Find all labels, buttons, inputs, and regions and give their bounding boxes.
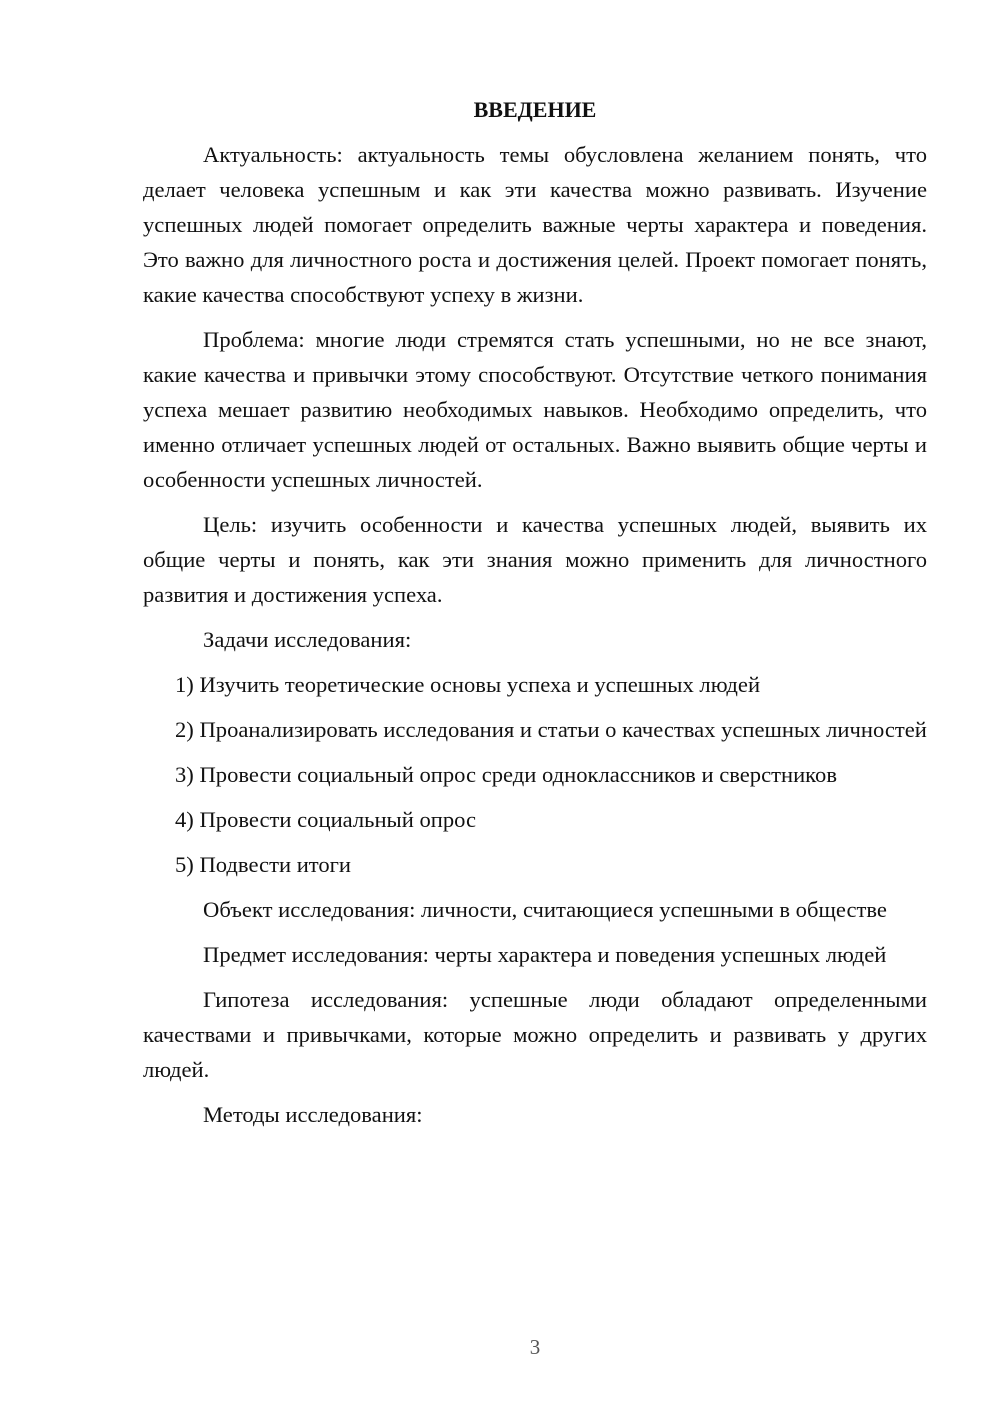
task-item-1: 1) Изучить теоретические основы успеха и успешных людей — [175, 672, 761, 697]
paragraph-tasks-heading: Задачи исследования: — [203, 627, 412, 652]
page-content — [143, 92, 927, 1142]
paragraph-hypothesis: Гипотеза исследования: успешные люди обладают определенными качествами и привычками, которые можно определить и развивать у других людей. — [143, 987, 927, 1082]
task-item-4: 4) Провести социальный опрос — [175, 807, 477, 832]
paragraph-relevance: Актуальность: актуальность темы обусловлена желанием понять, что делает человека успешным и как эти качества можно развивать. Изучение успешных людей помогает определить важные черты характера и поведения. Это важно для личностного роста и достижения целей. Проект помогает понять, какие качества способствуют успеху в жизни. — [143, 142, 927, 307]
task-item-5: 5) Подвести итоги — [175, 852, 352, 877]
paragraph-methods: Методы исследования: — [203, 1102, 423, 1127]
section-title: ВВЕДЕНИЕ — [473, 97, 597, 122]
page-number: 3 — [529, 1335, 541, 1359]
paragraph-subject: Предмет исследования: черты характера и поведения успешных людей — [203, 942, 887, 967]
task-item-3: 3) Провести социальный опрос среди одноклассников и сверстников — [175, 762, 837, 787]
task-item-2: 2) Проанализировать исследования и статьи о качествах успешных личностей — [175, 717, 927, 742]
paragraph-object: Объект исследования: личности, считающиеся успешными в обществе — [203, 897, 887, 922]
paragraph-problem: Проблема: многие люди стремятся стать успешными, но не все знают, какие качества и привычки этому способствуют. Отсутствие четкого понимания успеха мешает развитию необходимых навыков. Необходимо определить, что именно отличает успешных людей от остальных. Важно выявить общие черты и особенности успешных личностей. — [143, 327, 927, 492]
paragraph-goal: Цель: изучить особенности и качества успешных людей, выявить их общие черты и понять, как эти знания можно применить для личностного развития и достижения успеха. — [143, 512, 927, 607]
